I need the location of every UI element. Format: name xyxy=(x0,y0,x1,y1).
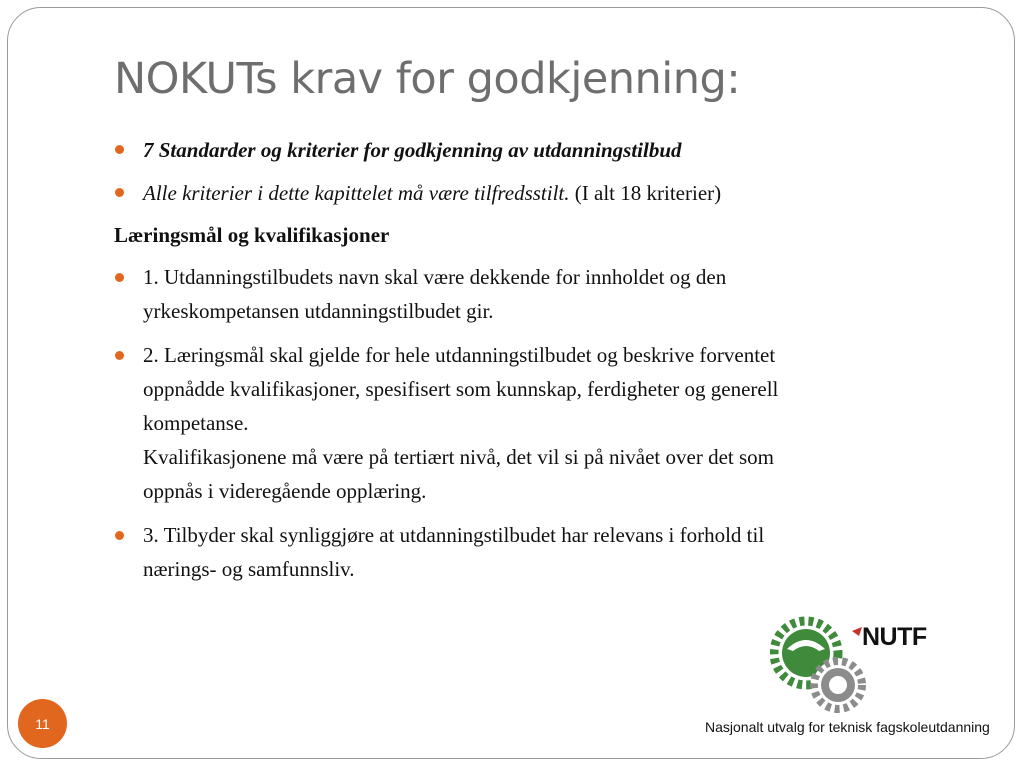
criterion-line: oppnådde kvalifikasjoner, spesifisert som kunnskap, ferdigheter og generell xyxy=(143,377,779,401)
criterion-1 xyxy=(114,260,914,328)
bullet-dot-icon xyxy=(115,145,124,154)
logo-name: NUTF xyxy=(862,623,927,651)
bullet-dot-icon xyxy=(115,351,124,360)
criterion-line: oppnås i videregående opplæring. xyxy=(143,479,427,503)
criterion-line: Kvalifikasjonene må være på tertiært nivå, det vil si på nivået over det som xyxy=(143,445,774,469)
slide-title: NOKUTs krav for godkjenning: xyxy=(114,54,741,104)
bullet-dot-icon xyxy=(115,188,124,197)
grey-gear-icon xyxy=(813,660,863,710)
bullet-italic-text: Alle kriterier i dette kapittelet må være tilfredsstilt. xyxy=(143,181,570,205)
section-heading: Læringsmål og kvalifikasjoner xyxy=(114,223,390,247)
criterion-line: kompetanse. xyxy=(143,411,249,435)
red-accent-icon xyxy=(852,627,862,636)
criterion-line: 3. Tilbyder skal synliggjøre at utdanningstilbudet har relevans i forhold til xyxy=(143,523,765,547)
bullet-text: (I alt 18 kriterier) xyxy=(569,181,722,205)
criterion-2 xyxy=(114,338,914,508)
criterion-line: 2. Læringsmål skal gjelde for hele utdanningstilbudet og beskrive forventet xyxy=(143,343,776,367)
bullet-dot-icon xyxy=(115,273,124,282)
bullet-dot-icon xyxy=(115,531,124,540)
bullet-text: 7 Standarder og kriterier for godkjenning av utdanningstilbud xyxy=(143,138,682,162)
logo-caption: Nasjonalt utvalg for teknisk fagskoleutdanning xyxy=(705,719,990,735)
bullet-all-criteria xyxy=(114,176,914,210)
criterion-line: yrkeskompetansen utdanningstilbudet gir. xyxy=(143,299,494,323)
page-number: 11 xyxy=(35,715,50,732)
bullet-standards xyxy=(114,133,914,167)
criterion-3 xyxy=(114,518,914,586)
nutf-gears-logo-icon xyxy=(770,615,870,715)
criterion-line: nærings- og samfunnsliv. xyxy=(143,557,355,581)
page-number-badge xyxy=(18,699,67,748)
slide-body xyxy=(114,133,914,586)
criterion-line: 1. Utdanningstilbudets navn skal være dekkende for innholdet og den xyxy=(143,265,727,289)
